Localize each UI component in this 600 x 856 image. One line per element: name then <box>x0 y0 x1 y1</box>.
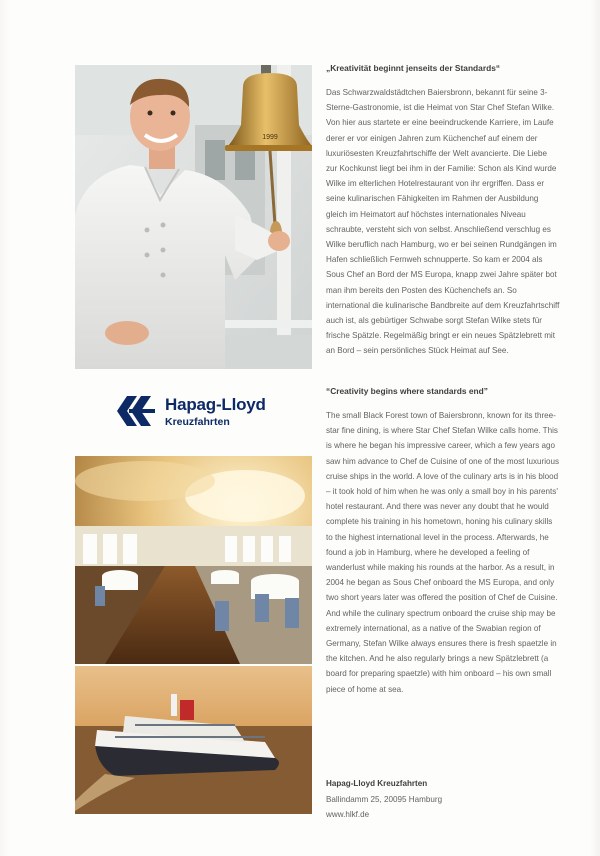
contact-address: Ballindamm 25, 20095 Hamburg <box>326 794 443 804</box>
hapag-lloyd-chevron-icon <box>117 396 155 426</box>
bell-engraving: 1999 <box>262 134 278 141</box>
cruise-ship-photo <box>75 666 312 814</box>
contact-website-link[interactable]: www.hlkf.de <box>326 810 370 819</box>
article-german <box>326 62 560 359</box>
hapag-lloyd-logo <box>117 395 297 433</box>
chef-photo <box>75 65 312 369</box>
article-german-heading: „Kreativität beginnt jenseits der Standards“ <box>326 63 501 73</box>
article-english-heading: “Creativity begins where standards end” <box>326 386 488 396</box>
restaurant-photo <box>75 456 312 664</box>
article-english <box>326 385 560 697</box>
logo-subline: Kreuzfahrten <box>165 416 230 428</box>
contact-company: Hapag-Lloyd Kreuzfahrten <box>326 779 428 788</box>
article-english-body: The small Black Forest town of Baiersbronn, known for its three-star fine dining, is where Star Chef Stefan Wilke calls home. This is where he began his impressive career, which a few years ago saw him advance to Chef de Cuisine of one of the most luxurious cruise ships in the world. A love of the culinary arts is in his blood – it took hold of him when he was only a small boy in his parents' hotel restaurant. And there was never any doubt that he would complete his training in his hometown, honing his culinary skills to the highest international level in the process. Afterwards, he found a job in Hamburg, where he developed a feeling of wanderlust while making his rounds at the harbor. As a result, in 2004 he began as Sous Chef onboard the MS Europa, and only two short years later was offered the position of Chef de Cuisine. And while the culinary spectrum onboard the cruise ship may be extremely international, as a native of the Swabian region of Germany, Stefan Wilke always ensures there is fresh spaetzle in the kitchen. And he also regularly brings a new Spätzlebrett (a board for preparing spaetzle) with him onboard – his own small piece of home at sea. <box>326 411 560 694</box>
logo-wordmark: Hapag-Lloyd <box>165 395 266 414</box>
contact-block <box>326 776 442 823</box>
article-german-body: Das Schwarzwaldstädtchen Baiersbronn, bekannt für seine 3-Sterne-Gastronomie, ist die Heimat von Star Chef Stefan Wilke. Von hier aus startete er eine beeindruckende Karriere, im Laufe derer er vor einigen Jahren zum Küchenchef auf einem der luxuriösesten Kreuzfahrtschiffe der Welt avancierte. Die Liebe zur Kochkunst liegt bei ihm in der Familie: Schon als Kind wurde Wilke im elterlichen Hotelrestaurant von ihr ergriffen. Dass er seine kulinarischen Fähigkeiten im Rahmen der Ausbildung gleich im Heimatort auf höchstes internationales Niveau schraubte, versteht sich von selbst. Anschließend verschlug es Wilke beruflich nach Hamburg, wo er bei seinen Rundgängen im Hafen schließlich Fernweh schnupperte. So kam er 2004 als Sous Chef an Bord der MS Europa, knapp zwei Jahre später bot man ihm bereits den Posten des Küchenchefs an. So international die kulinarische Bandbreite auf dem Kreuzfahrtschiff auch ist, als gebürtiger Schwabe sorgt Stefan Wilke stets für frische Spätzle. Regelmäßig bringt er ein neues Spätzlebrett mit an Bord – sein persönliches Stück Heimat auf See. <box>326 88 560 356</box>
